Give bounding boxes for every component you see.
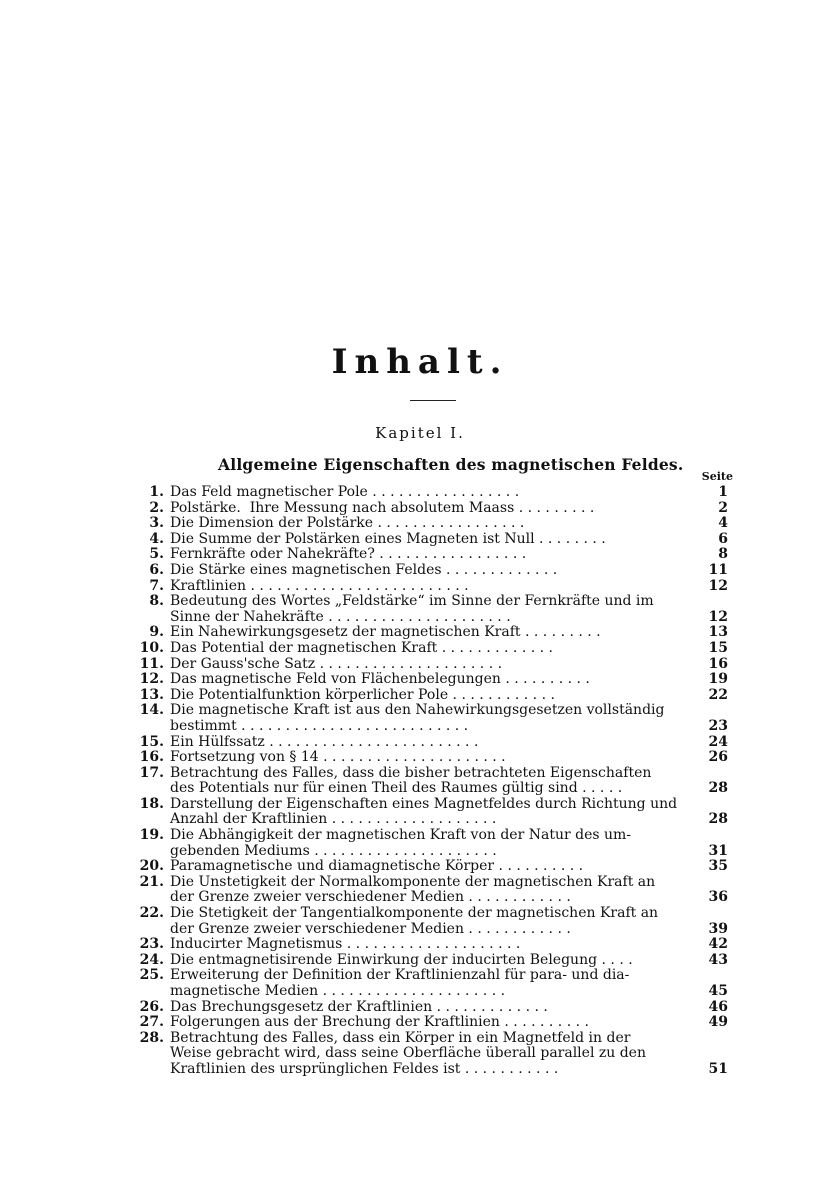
toc-entry-number: 15.: [139, 733, 164, 750]
toc-entry-leader: . . . . . . . . . . . . . . . . .: [367, 484, 520, 500]
toc-entry-number: 4.: [149, 530, 164, 547]
toc-entry-leader: . . . . . . . . . . . . . . . . . . . . .: [323, 608, 511, 625]
toc-entry-title: [170, 937, 698, 953]
toc-entry-page: 42: [708, 936, 728, 953]
toc-entry-title: [170, 547, 698, 563]
toc-entry-title: [170, 516, 698, 532]
toc-entry-text: Inducirter Magnetismus: [170, 936, 343, 953]
page-column-label: Seite: [701, 470, 733, 483]
toc-entry-page: 23: [708, 717, 728, 734]
toc-entry-title: [170, 1031, 698, 1078]
toc-entry-number: 5.: [149, 546, 164, 563]
toc-entry-leader: . . . . . . . . . . . . . . . . . . . . . . . . .: [246, 577, 469, 594]
toc-entry-title: [170, 657, 698, 673]
toc-entry: [0, 703, 840, 734]
toc-entry-text: Ein Hülfssatz: [170, 733, 265, 750]
toc-entry-page: 24: [708, 733, 728, 750]
toc-entry-title: [170, 485, 698, 501]
toc-entry-title: [170, 641, 698, 657]
toc-entry: [0, 797, 840, 828]
toc-entry-text: Das Potential der magnetischen Kraft: [170, 639, 438, 656]
toc-entry-leader: . . . . . . . . . .: [500, 671, 590, 688]
toc-entry-text: Folgerungen aus der Brechung der Kraftlinien: [170, 1014, 500, 1031]
table-of-contents: [0, 485, 840, 1078]
toc-entry-page: 2: [718, 499, 728, 516]
toc-entry-number: 3.: [149, 515, 164, 532]
toc-entry-leader: . . . . . . . .: [534, 530, 606, 547]
toc-entry-title: [170, 953, 698, 969]
toc-entry-page: 31: [708, 842, 728, 859]
toc-entry-leader: . . . . . . . . . . . . .: [432, 998, 548, 1015]
toc-entry-text: Die Summe der Polstärken eines Magneten ist Null: [170, 530, 535, 547]
toc-entry-page: 51: [708, 1060, 728, 1077]
toc-entry-number: 28.: [139, 1029, 164, 1046]
toc-entry-page: 28: [708, 811, 728, 828]
toc-entry-number: 13.: [139, 686, 164, 703]
toc-entry-text: Fernkräfte oder Nahekräfte?: [170, 546, 375, 563]
title-divider: [410, 400, 456, 401]
toc-entry-number: 22.: [139, 905, 164, 922]
toc-entry-number: 8.: [149, 593, 164, 610]
toc-entry-number: 17.: [139, 764, 164, 781]
toc-entry-text: Das magnetische Feld von Flächenbelegungen: [170, 671, 501, 688]
toc-entry-title: [170, 968, 698, 999]
toc-entry-leader: . . . .: [597, 951, 633, 968]
toc-entry-text: Die Stetigkeit der Tangentialkomponente der magnetischen Kraft an der Grenze zweier verschiedener Medien: [170, 905, 659, 937]
toc-entry-page: 22: [708, 686, 728, 703]
toc-entry-text: Die Potentialfunktion körperlicher Pole: [170, 686, 449, 703]
toc-entry-title: [170, 688, 698, 704]
toc-entry-leader: . . . . . . . . . .: [494, 858, 584, 875]
toc-entry-text: Fortsetzung von § 14: [170, 749, 319, 766]
toc-entry-leader: . . . . . . . . . . . . . . . . . . . . .: [309, 842, 497, 859]
toc-entry-leader: . . . . . . . . . . . . . . . . . . . . . . . .: [264, 733, 479, 750]
toc-entry-title: [170, 594, 698, 625]
toc-entry-title: [170, 672, 698, 688]
toc-entry-leader: . . . . . . . . . . . . . . . . .: [374, 546, 527, 563]
toc-entry-number: 24.: [139, 951, 164, 968]
toc-entry-page: 1: [718, 484, 728, 500]
toc-entry: [0, 766, 840, 797]
toc-entry: [0, 750, 840, 766]
toc-entry-page: 49: [708, 1014, 728, 1031]
toc-entry-page: 19: [708, 671, 728, 688]
toc-entry-page: 45: [708, 983, 728, 999]
toc-entry-text: Ein Nahewirkungsgesetz der magnetischen Kraft: [170, 624, 521, 641]
toc-entry-text: Erweiterung der Definition der Kraftlinienzahl für para- und dia- magnetische Medien: [170, 967, 630, 999]
toc-entry-page: 4: [718, 515, 728, 532]
toc-entry-title: [170, 828, 698, 859]
toc-entry-leader: . . . . . . . . . . . . . . . . . . . . .: [318, 983, 506, 999]
toc-entry-number: 11.: [139, 655, 164, 672]
toc-entry: [0, 485, 840, 501]
toc-entry-title: [170, 501, 698, 517]
toc-entry-title: [170, 1015, 698, 1031]
toc-entry-leader: . . . . . . . . . . . . . . . . . . .: [327, 811, 497, 828]
toc-entry: [0, 672, 840, 688]
toc-entry-number: 7.: [149, 577, 164, 594]
toc-entry-title: [170, 735, 698, 751]
toc-entry: [0, 563, 840, 579]
toc-entry-page: 12: [708, 608, 728, 625]
toc-entry-text: Betrachtung des Falles, dass ein Körper in ein Magnetfeld in der Weise gebracht wird, dass seine Oberfläche überall parallel zu den Kraftlinien des ursprünglichen Feldes ist: [170, 1029, 646, 1077]
toc-entry-leader: . . . . . . . . . . . . .: [441, 561, 558, 578]
toc-entry-number: 20.: [139, 858, 164, 875]
toc-entry: [0, 875, 840, 906]
toc-entry-title: [170, 625, 698, 641]
toc-entry: [0, 516, 840, 532]
toc-entry-leader: . . . . . . . . . . . . . . . . . . . . .: [318, 749, 506, 766]
toc-entry-page: 16: [708, 655, 728, 672]
toc-entry: [0, 688, 840, 704]
toc-entry-number: 26.: [139, 998, 164, 1015]
toc-entry: [0, 937, 840, 953]
toc-entry: [0, 1031, 840, 1078]
toc-entry-number: 16.: [139, 749, 164, 766]
toc-entry-text: Die magnetische Kraft ist aus den Nahewirkungsgesetzen vollständig bestimmt: [170, 702, 665, 734]
toc-entry-number: 6.: [149, 561, 164, 578]
toc-entry-page: 13: [708, 624, 728, 641]
toc-entry: [0, 641, 840, 657]
toc-entry-leader: . . . . . . . . .: [520, 624, 601, 641]
toc-entry-number: 10.: [139, 639, 164, 656]
toc-entry-page: 36: [708, 889, 728, 906]
toc-entry-number: 19.: [139, 827, 164, 844]
toc-entry-page: 46: [708, 998, 728, 1015]
toc-entry-page: 39: [708, 920, 728, 937]
toc-entry-number: 12.: [139, 671, 164, 688]
toc-entry-page: 35: [708, 858, 728, 875]
toc-entry: [0, 828, 840, 859]
toc-entry: [0, 1015, 840, 1031]
toc-entry-number: 18.: [139, 795, 164, 812]
toc-entry-title: [170, 563, 698, 579]
toc-entry-number: 23.: [139, 936, 164, 953]
toc-entry-number: 2.: [149, 499, 164, 516]
toc-entry-page: 15: [708, 639, 728, 656]
toc-entry-number: 21.: [139, 873, 164, 890]
toc-entry-title: [170, 579, 698, 595]
toc-entry-number: 14.: [139, 702, 164, 719]
toc-entry-number: 25.: [139, 967, 164, 984]
chapter-title: Allgemeine Eigenschaften des magnetischen Feldes.: [218, 455, 684, 474]
toc-entry-title: [170, 906, 698, 937]
toc-entry-title: [170, 875, 698, 906]
toc-entry: [0, 906, 840, 937]
toc-entry: [0, 859, 840, 875]
toc-entry-text: Paramagnetische und diamagnetische Körper: [170, 858, 495, 875]
toc-entry-leader: . . . . . . . . . . . . .: [437, 639, 553, 656]
toc-entry: [0, 1000, 840, 1016]
toc-entry-text: Darstellung der Eigenschaften eines Magnetfeldes durch Richtung und Anzahl der Kraftlinien: [170, 795, 678, 828]
toc-entry-text: Das Brechungsgesetz der Kraftlinien: [170, 998, 433, 1015]
toc-entry-leader: . . . . . . . . . .: [499, 1014, 589, 1031]
toc-entry-page: 43: [708, 951, 728, 968]
toc-entry-text: Betrachtung des Falles, dass die bisher betrachteten Eigenschaften des Potentials nur für einen Theil des Raumes gültig sind: [170, 764, 652, 797]
toc-entry: [0, 579, 840, 595]
toc-entry-page: 11: [708, 561, 728, 578]
toc-entry-leader: . . . . .: [577, 780, 623, 797]
toc-entry-leader: . . . . . . . . . . . .: [463, 889, 571, 906]
toc-entry-text: Das Feld magnetischer Pole: [170, 484, 368, 500]
toc-entry-title: [170, 797, 698, 828]
toc-entry-leader: . . . . . . . . .: [514, 499, 595, 516]
toc-entry-page: 28: [708, 780, 728, 797]
toc-entry-page: 12: [708, 577, 728, 594]
chapter-label: Kapitel I.: [375, 424, 465, 442]
toc-entry-leader: . . . . . . . . . . .: [460, 1060, 559, 1077]
toc-entry-title: [170, 766, 698, 797]
toc-entry-title: [170, 532, 698, 548]
toc-entry-text: Bedeutung des Wortes „Feldstärke“ im Sinne der Fernkräfte und im Sinne der Nahekräfte: [170, 593, 654, 625]
toc-entry: [0, 657, 840, 673]
toc-entry-page: 6: [718, 530, 728, 547]
toc-entry: [0, 735, 840, 751]
toc-entry-leader: . . . . . . . . . . . . . . . . . . . . . . . . . .: [236, 717, 469, 734]
toc-entry-text: Die Dimension der Polstärke: [170, 515, 374, 532]
toc-entry-leader: . . . . . . . . . . . . . . . . .: [373, 515, 525, 532]
toc-entry-leader: . . . . . . . . . . . .: [463, 920, 571, 937]
toc-entry: [0, 547, 840, 563]
toc-entry-text: Die entmagnetisirende Einwirkung der inducirten Belegung: [170, 951, 598, 968]
toc-entry-number: 9.: [149, 624, 164, 641]
toc-entry-leader: . . . . . . . . . . . . . . . . . . . .: [342, 936, 521, 953]
toc-entry-text: Polstärke. Ihre Messung nach absolutem Maass: [170, 499, 515, 516]
toc-entry-leader: . . . . . . . . . . . . . . . . . . . . .: [315, 655, 503, 672]
toc-entry-page: 26: [708, 749, 728, 766]
toc-entry-number: 1.: [149, 484, 164, 500]
toc-entry: [0, 968, 840, 999]
toc-entry: [0, 594, 840, 625]
toc-entry-title: [170, 859, 698, 875]
toc-entry-title: [170, 703, 698, 734]
toc-entry-title: [170, 750, 698, 766]
toc-entry: [0, 532, 840, 548]
toc-entry-title: [170, 1000, 698, 1016]
page-title: Inhalt.: [331, 342, 509, 382]
toc-entry-page: 8: [718, 546, 728, 563]
toc-entry-text: Die Unstetigkeit der Normalkomponente der magnetischen Kraft an der Grenze zweier verschiedener Medien: [170, 873, 656, 906]
toc-entry-text: Die Stärke eines magnetischen Feldes: [170, 561, 442, 578]
toc-entry-leader: . . . . . . . . . . . .: [448, 686, 555, 703]
toc-entry: [0, 953, 840, 969]
toc-entry-text: Die Abhängigkeit der magnetischen Kraft von der Natur des um- gebenden Mediums: [170, 827, 632, 859]
toc-entry: [0, 501, 840, 517]
toc-entry-text: Kraftlinien: [170, 577, 247, 594]
toc-entry-number: 27.: [139, 1014, 164, 1031]
toc-entry: [0, 625, 840, 641]
toc-entry-text: Der Gauss'sche Satz: [170, 655, 316, 672]
